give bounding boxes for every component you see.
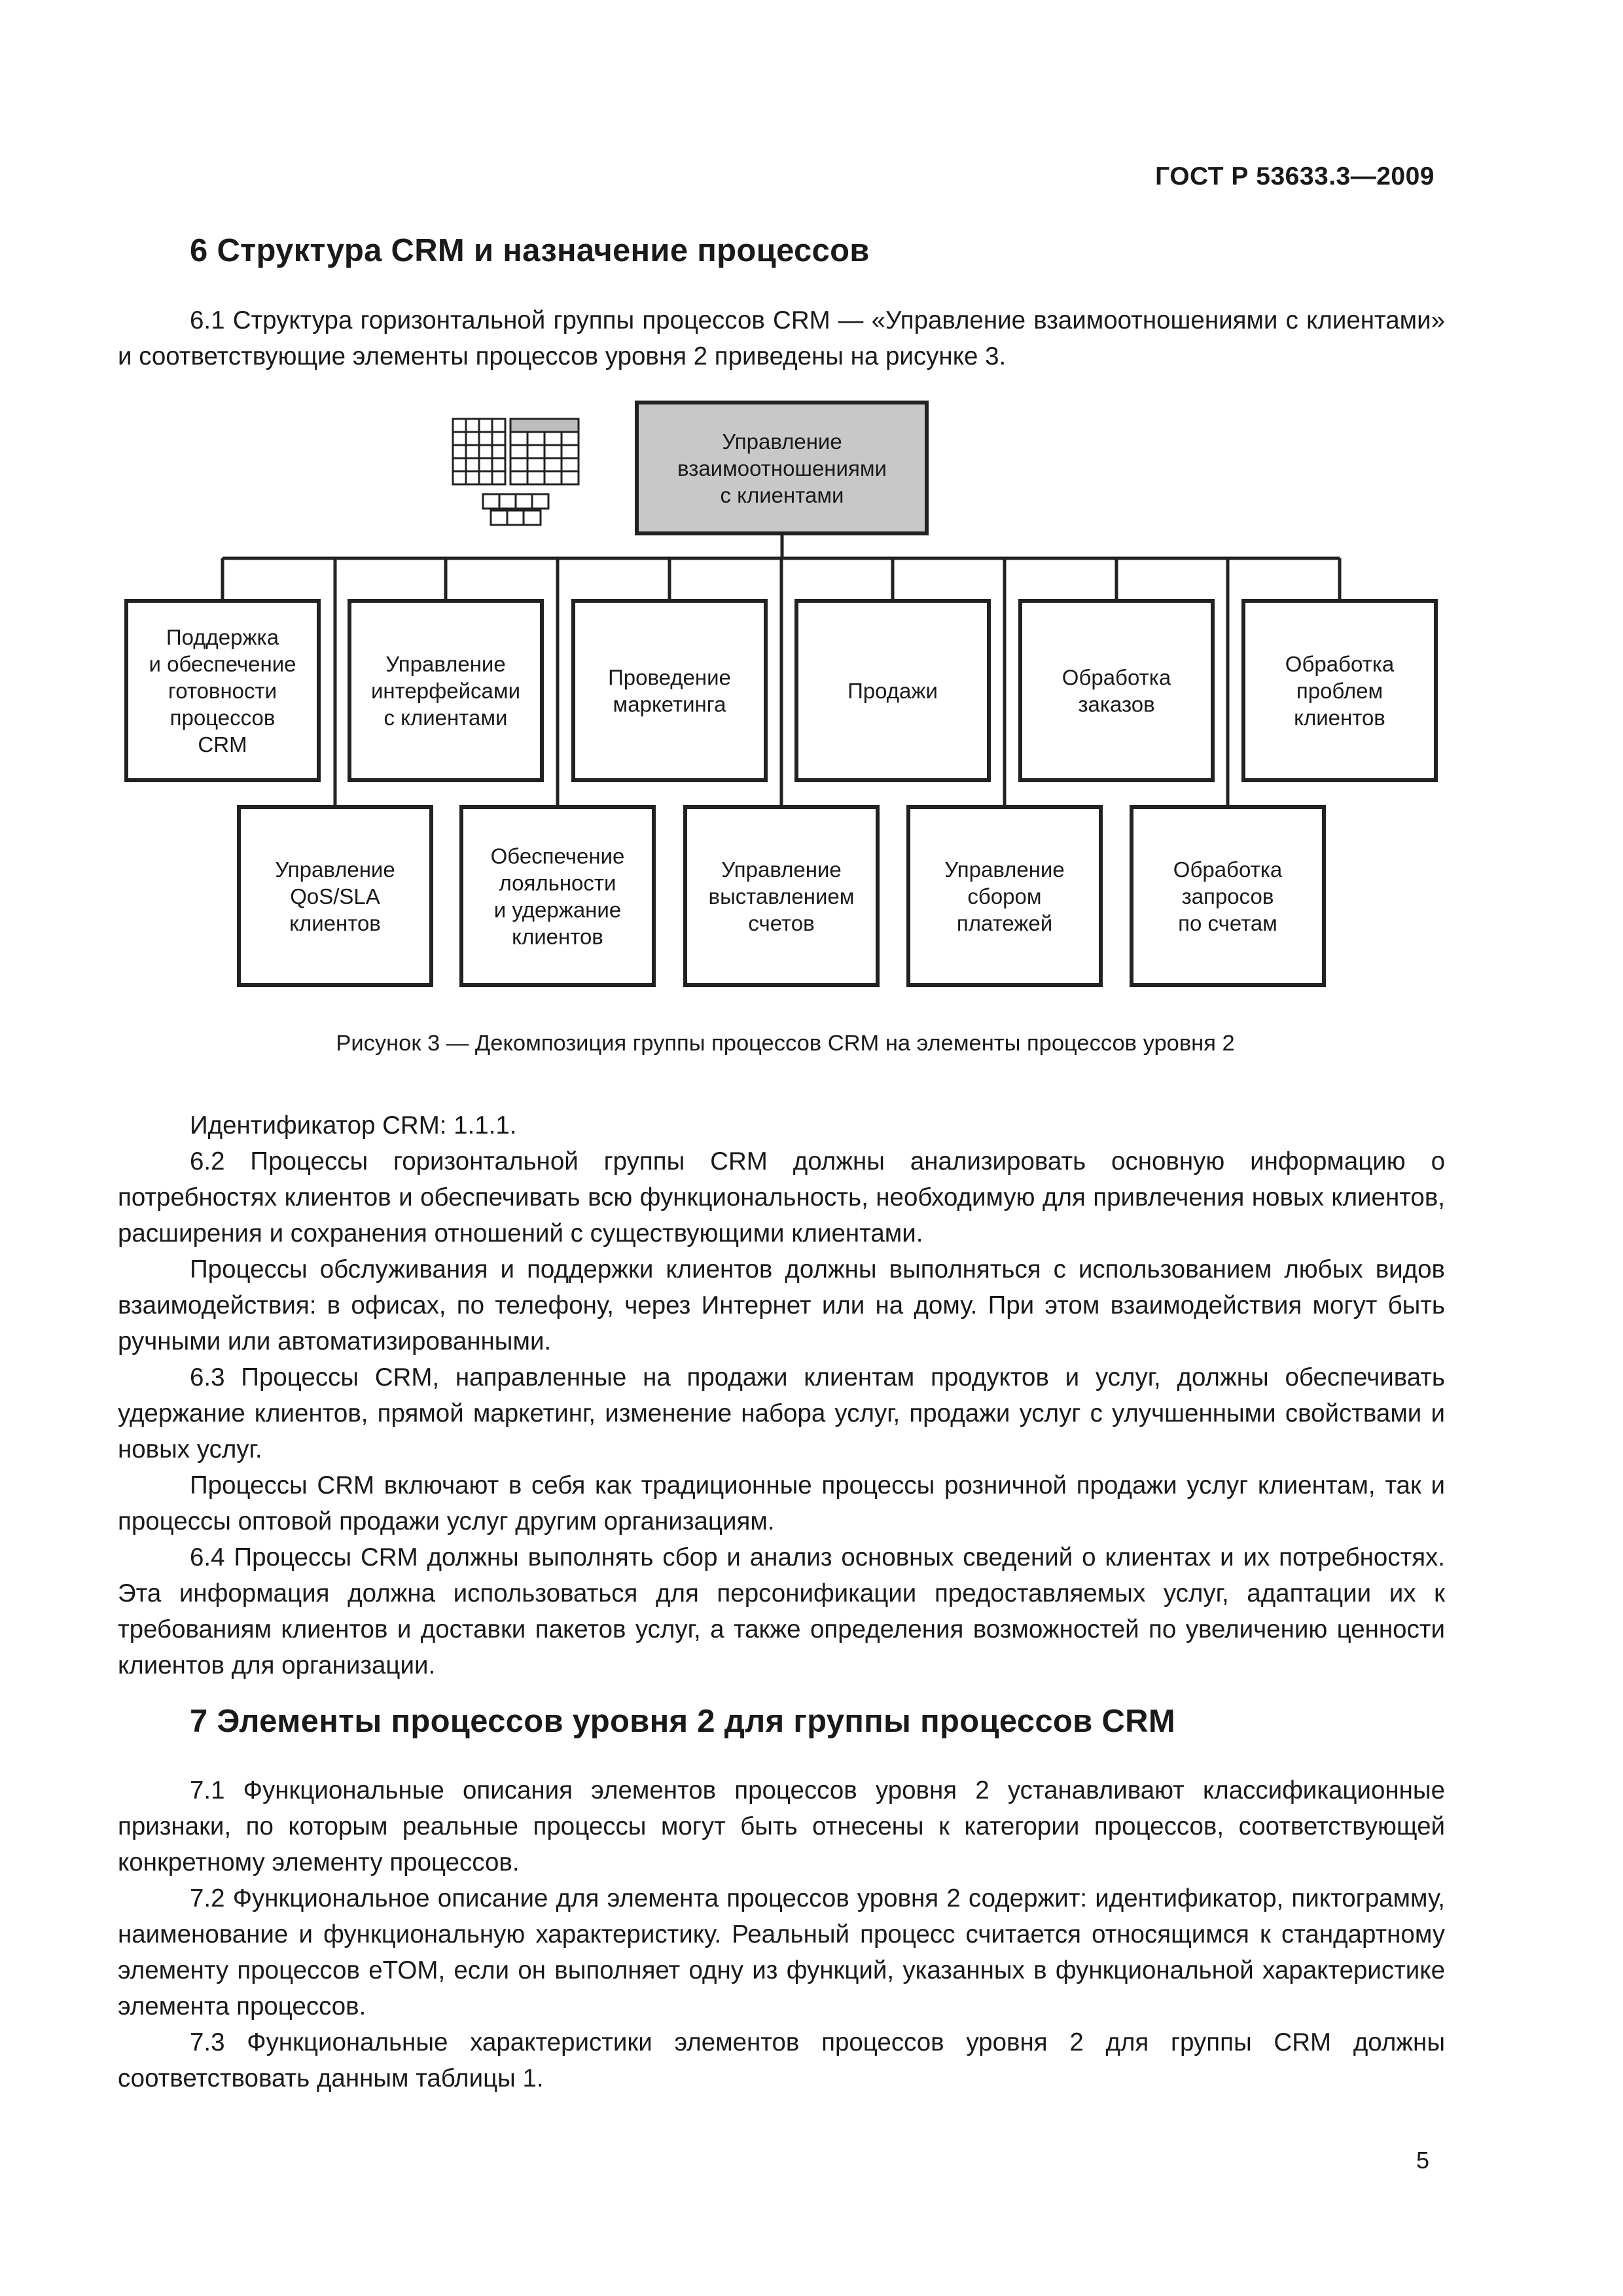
- top-process-label-4-line-1: заказов: [1078, 692, 1155, 717]
- crm-decomposition-diagram: [0, 0, 1623, 1021]
- bottom-process-label-4-line-2: по счетам: [1178, 911, 1277, 935]
- top-process-label-5-line-0: Обработка: [1285, 652, 1395, 676]
- paragraph-7-2: 7.2 Функциональное описание для элемента процессов уровня 2 содержит: идентификатор, пиктограмму, наименование и функциональную характеристику. Реальный процесс считается относящимся к стандартному элементу процессов eTOM, если он выполняет одну из функций, указанных в функциональной характеристике элемента процессов.: [118, 1884, 1445, 2020]
- top-process-box-2: [573, 601, 766, 780]
- root-process-label-line-0: Управление: [722, 429, 842, 454]
- bottom-process-label-1-line-0: Обеспечение: [490, 844, 625, 869]
- bottom-process-label-0-line-1: QoS/SLA: [290, 884, 380, 908]
- bottom-process-label-2-line-0: Управление: [721, 857, 842, 882]
- paragraph-7-3: 7.3 Функциональные характеристики элементов процессов уровня 2 для группы CRM должны соответствовать данным таблицы 1.: [118, 2028, 1445, 2092]
- bottom-process-label-2-line-1: выставлением: [708, 884, 855, 908]
- paragraph-6-2: 6.2 Процессы горизонтальной группы CRM должны анализировать основную информацию о потребностях клиентов и обеспечивать всю функциональность, необходимую для привлечения новых клиентов, расширения и сохранения отношений с существующими клиентами.: [118, 1147, 1445, 1247]
- paragraph-6-3-continued: Процессы CRM включают в себя как традиционные процессы розничной продажи услуг клиентам, так и процессы оптовой продажи услуг другим организациям.: [118, 1471, 1445, 1535]
- paragraph-6-3: 6.3 Процессы CRM, направленные на продажи клиентам продуктов и услуг, должны обеспечивать удержание клиентов, прямой маркетинг, изменение набора услуг, продажи услуг с улучшенными свойствами и новых услуг.: [118, 1363, 1445, 1463]
- paragraph-7-1: 7.1 Функциональные описания элементов процессов уровня 2 устанавливают классификационные признаки, по которым реальные процессы могут быть отнесены к категории процессов, соответствующей конкретному элементу процессов.: [118, 1776, 1445, 1876]
- top-process-label-1-line-2: с клиентами: [383, 706, 508, 730]
- figure-caption: Рисунок 3 — Декомпозиция группы процессов CRM на элементы процессов уровня 2: [336, 1031, 1235, 1056]
- root-process-label-line-2: с клиентами: [720, 483, 844, 507]
- bottom-process-label-2-line-2: счетов: [748, 911, 815, 935]
- bottom-process-label-3-line-2: платежей: [956, 911, 1053, 935]
- bottom-process-label-4-line-0: Обработка: [1173, 857, 1283, 882]
- top-process-label-0-line-1: и обеспечение: [149, 652, 296, 676]
- top-process-label-5-line-2: клиентов: [1294, 706, 1385, 730]
- bottom-process-box-1: [461, 807, 654, 985]
- top-process-label-2-line-1: маркетинга: [613, 692, 726, 717]
- page-number: 5: [1416, 2147, 1429, 2174]
- bottom-process-label-3-line-0: Управление: [944, 857, 1065, 882]
- section-6-title: 6 Структура CRM и назначение процессов: [190, 233, 870, 268]
- root-process-label-line-1: взаимоотношениями: [677, 456, 887, 480]
- top-process-label-0-line-4: CRM: [198, 732, 247, 757]
- top-process-label-2-line-0: Проведение: [608, 665, 731, 690]
- bottom-process-label-4-line-1: запросов: [1181, 884, 1274, 908]
- paragraph-6-1: 6.1 Структура горизонтальной группы процессов CRM — «Управление взаимоотношениями с клиентами» и соответствующие элементы процессов уровня 2 приведены на рисунке 3.: [118, 306, 1445, 370]
- document-code: ГОСТ Р 53633.3—2009: [1155, 162, 1435, 190]
- bottom-process-label-1-line-2: и удержание: [493, 897, 622, 922]
- top-process-label-4-line-0: Обработка: [1061, 665, 1171, 690]
- bottom-process-label-1-line-1: лояльности: [499, 870, 616, 895]
- top-process-label-1-line-1: интерфейсами: [370, 679, 521, 703]
- top-process-label-0-line-2: готовности: [168, 679, 277, 703]
- bottom-process-label-1-line-3: клиентов: [512, 924, 603, 949]
- top-process-label-3-line-0: Продажи: [847, 679, 938, 703]
- bottom-process-label-0-line-2: клиентов: [289, 911, 381, 935]
- top-process-box-4: [1020, 601, 1213, 780]
- paragraph-6-4: 6.4 Процессы CRM должны выполнять сбор и анализ основных сведений о клиентах и их потребностях. Эта информация должна использоваться для персонификации предоставляемых услуг, адаптации их к требованиям клиентов и доставки пакетов услуг, а также определения возможностей по увеличению ценности клиентов для организации.: [118, 1543, 1445, 1679]
- bottom-process-label-0-line-0: Управление: [275, 857, 395, 882]
- top-process-label-0-line-3: процессов: [169, 706, 276, 730]
- crm-identifier: Идентификатор CRM: 1.1.1.: [190, 1111, 517, 1139]
- bottom-process-label-3-line-1: сбором: [967, 884, 1042, 908]
- top-process-label-5-line-1: проблем: [1296, 679, 1383, 703]
- top-process-label-0-line-0: Поддержка: [166, 625, 279, 649]
- paragraph-6-2-continued: Процессы обслуживания и поддержки клиентов должны выполняться с использованием любых видов взаимодействия: в офисах, по телефону, через Интернет или на дому. При этом взаимодействия могут быть ручными или автоматизированными.: [118, 1255, 1445, 1355]
- section-7-title: 7 Элементы процессов уровня 2 для группы процессов CRM: [190, 1704, 1175, 1739]
- crm-pictogram-icon: [453, 419, 579, 525]
- top-process-label-1-line-0: Управление: [385, 652, 506, 676]
